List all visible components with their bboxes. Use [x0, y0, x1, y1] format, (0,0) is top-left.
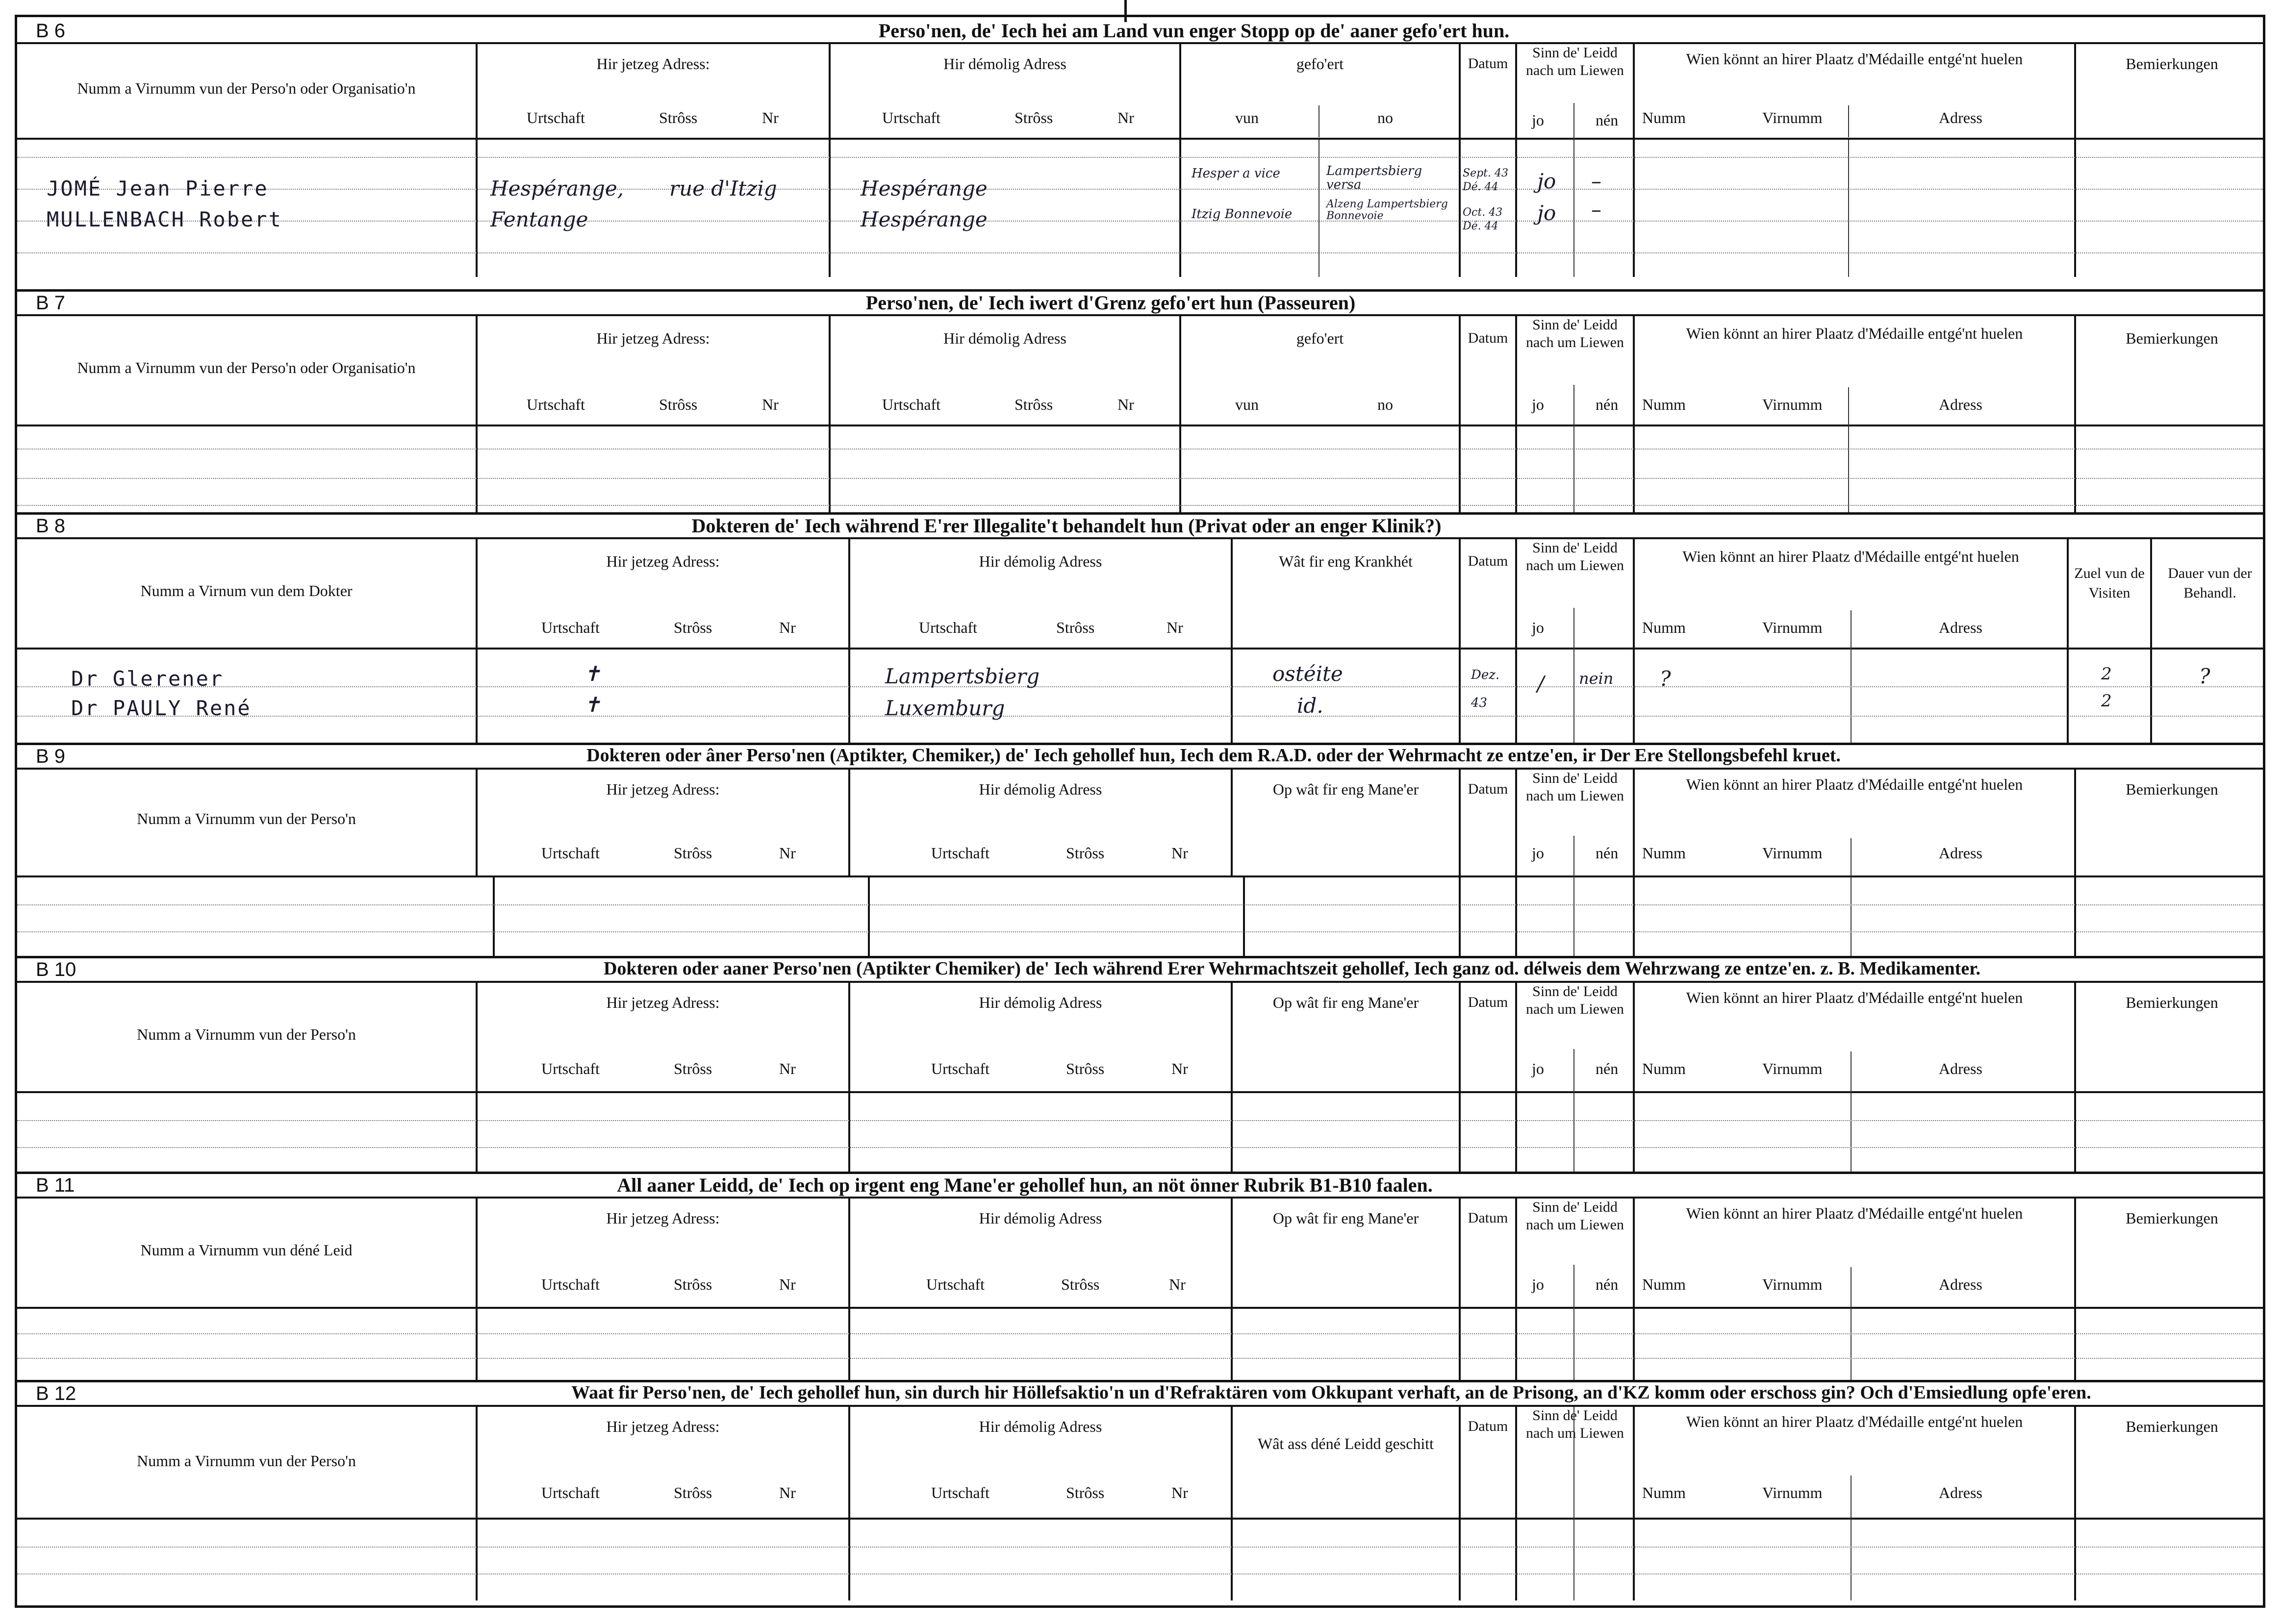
header-row [17, 1199, 2263, 1309]
section-header [17, 512, 2263, 539]
no-label: nén [1596, 111, 1619, 129]
table-row-no: – [1591, 198, 1601, 222]
table-row-current-place: ✝ [583, 662, 601, 686]
current-address-label: Hir jetzeg Adress: [596, 55, 710, 73]
table-row-date: Sept. 43 Dé. 44 [1463, 167, 1508, 193]
current-address-label: Hir jetzeg Adress: [606, 1418, 720, 1435]
nr-label: Nr [779, 844, 796, 862]
former-address-label: Hir démolig Adress [943, 55, 1066, 73]
stross-label: Strôss [1066, 1060, 1105, 1077]
data-rows [17, 1309, 2263, 1380]
table-row-date: 43 [1471, 696, 1488, 710]
alive-label: Sinn de' Leidd nach um Liewen [1526, 540, 1624, 574]
table-row-former-place: Hespérange [861, 176, 988, 200]
virnumm-label: Virnumm [1762, 109, 1823, 126]
table-row-duration: ? [2199, 664, 2210, 688]
alive-label: Sinn de' Leidd nach um Liewen [1526, 1199, 1624, 1233]
table-row-visits: 2 [2101, 691, 2112, 711]
current-address-label: Hir jetzeg Adress: [606, 994, 720, 1011]
section-title: Perso'nen, de' Iech hei am Land vun enger Stopp op de' aaner gefo'ert hun. [878, 20, 1510, 42]
illness-label: Wât fir eng Krankhét [1279, 552, 1413, 570]
virnumm-label: Virnumm [1762, 396, 1823, 413]
table-row-from: Itzig Bonnevoie [1192, 207, 1293, 222]
table-row-name: JOMÉ Jean Pierre [47, 176, 269, 200]
stross-label: Strôss [674, 844, 712, 862]
table-row-current-place: Hespérange, [490, 176, 624, 200]
urtschaft-label: Urtschaft [919, 619, 978, 636]
adress-label: Adress [1939, 1060, 1982, 1077]
adress-label: Adress [1939, 396, 1982, 413]
remarks-label: Bemierkungen [2126, 55, 2218, 73]
nr-label: Nr [762, 109, 779, 126]
virnumm-label: Virnumm [1762, 1484, 1823, 1501]
yes-label: jo [1532, 619, 1544, 636]
table-row-yes: jo [1537, 169, 1556, 193]
stross-label: Strôss [659, 109, 698, 126]
transported-label: gefo'ert [1296, 329, 1344, 347]
table-row-to: Alzeng Lampertsbierg Bonnevoie [1326, 198, 1448, 222]
nr-label: Nr [1171, 1060, 1188, 1077]
alive-label: Sinn de' Leidd nach um Liewen [1526, 317, 1624, 350]
stross-label: Strôss [674, 1484, 712, 1501]
virnumm-label: Virnumm [1762, 1275, 1823, 1293]
from-label: vun [1235, 109, 1259, 126]
former-address-label: Hir démolig Adress [979, 552, 1102, 570]
urtschaft-label: Urtschaft [541, 1484, 600, 1501]
table-row-current-place: ✝ [583, 693, 601, 717]
adress-label: Adress [1939, 1484, 1982, 1501]
alive-label: Sinn de' Leidd nach um Liewen [1526, 1407, 1624, 1441]
former-address-label: Hir démolig Adress [979, 994, 1102, 1011]
date-label: Datum [1468, 781, 1508, 797]
adress-label: Adress [1939, 844, 1982, 862]
current-address-label: Hir jetzeg Adress: [606, 780, 720, 798]
stross-label: Strôss [674, 1060, 712, 1077]
to-label: no [1377, 109, 1393, 126]
manner-label: Op wât fir eng Mane'er [1272, 994, 1419, 1011]
header-row [17, 44, 2263, 140]
transported-label: gefo'ert [1296, 55, 1344, 73]
urtschaft-label: Urtschaft [527, 396, 585, 413]
data-rows [17, 650, 2263, 743]
form-page [15, 15, 2265, 1608]
stross-label: Strôss [1015, 109, 1053, 126]
manner-label: Op wât fir eng Mane'er [1272, 1209, 1419, 1227]
numm-label: Numm [1642, 1060, 1686, 1077]
section-header [17, 956, 2263, 983]
section-header [17, 1380, 2263, 1407]
section-b10 [17, 956, 2263, 1172]
date-label: Datum [1468, 1418, 1508, 1434]
virnumm-label: Virnumm [1762, 844, 1823, 862]
stross-label: Strôss [674, 619, 712, 636]
nr-label: Nr [1167, 619, 1183, 636]
data-rows [17, 877, 2263, 956]
from-label: vun [1235, 396, 1259, 413]
data-rows [17, 1520, 2263, 1600]
medal-label: Wien könnt an hirer Plaatz d'Médaille entgé'nt huelen [1686, 1204, 2023, 1222]
urtschaft-label: Urtschaft [931, 844, 990, 862]
urtschaft-label: Urtschaft [541, 1060, 600, 1077]
alive-header [1515, 44, 1633, 138]
urtschaft-label: Urtschaft [931, 1484, 990, 1501]
yes-label: jo [1532, 1060, 1544, 1077]
section-id: B 9 [36, 746, 66, 767]
current-address-label: Hir jetzeg Adress: [606, 1209, 720, 1227]
header-row [17, 983, 2263, 1093]
section-b11 [17, 1172, 2263, 1380]
remarks-label: Bemierkungen [2126, 780, 2218, 798]
table-row-visits: 2 [2101, 664, 2112, 684]
nr-label: Nr [1117, 396, 1134, 413]
name-col-label: Numm a Virnumm vun der Perso'n [137, 1025, 356, 1043]
date-label: Datum [1468, 330, 1508, 346]
yes-label: jo [1532, 1275, 1544, 1293]
section-header [17, 17, 2263, 44]
urtschaft-label: Urtschaft [882, 109, 941, 126]
table-row-no: nein [1579, 669, 1614, 688]
date-label: Datum [1468, 55, 1508, 72]
date-header [1459, 44, 1515, 138]
visits-label: Zuel vun de Visiten [2074, 565, 2145, 601]
numm-label: Numm [1642, 1484, 1686, 1501]
adress-label: Adress [1939, 109, 1982, 126]
no-label: nén [1596, 1275, 1619, 1293]
adress-label: Adress [1939, 1275, 1982, 1293]
transported-header [1179, 44, 1459, 138]
section-id: B 7 [36, 292, 66, 314]
yes-label: jo [1532, 111, 1544, 129]
table-row-name: MULLENBACH Robert [47, 207, 282, 231]
section-b6 [17, 17, 2263, 277]
section-header [17, 289, 2263, 316]
section-b12 [17, 1380, 2263, 1605]
table-row-current-place: Fentange [490, 207, 588, 231]
numm-label: Numm [1642, 619, 1686, 636]
alive-label: Sinn de' Leidd nach um Liewen [1526, 983, 1624, 1017]
yes-label: jo [1532, 844, 1544, 862]
numm-label: Numm [1642, 1275, 1686, 1293]
urtschaft-label: Urtschaft [541, 619, 600, 636]
date-label: Datum [1468, 553, 1508, 569]
former-address-header [829, 44, 1179, 138]
medal-label: Wien könnt an hirer Plaatz d'Médaille entgé'nt huelen [1686, 325, 2023, 342]
no-label: nén [1596, 1060, 1619, 1077]
table-row-name: Dr PAULY René [71, 696, 252, 720]
urtschaft-label: Urtschaft [527, 109, 585, 126]
section-id: B 12 [36, 1383, 76, 1404]
numm-label: Numm [1642, 844, 1686, 862]
nr-label: Nr [1169, 1275, 1186, 1293]
table-row-yes: jo [1537, 201, 1556, 225]
name-col-label: Numm a Virnumm vun der Perso'n [137, 810, 356, 827]
section-id: B 8 [36, 515, 66, 537]
section-title: Dokteren oder aaner Perso'nen (Aptikter Chemiker) de' Iech während Erer Wehrmachtszeit gehollef, Iech ganz od. délweis dem Wehrzwang ze entze'en. z. B. Medikamenter. [603, 958, 1981, 979]
former-address-label: Hir démolig Adress [943, 329, 1066, 347]
medal-label: Wien könnt an hirer Plaatz d'Médaille entgé'nt huelen [1686, 1413, 2023, 1430]
former-address-label: Hir démolig Adress [979, 780, 1102, 798]
no-label: nén [1596, 844, 1619, 862]
remarks-label: Bemierkungen [2126, 1209, 2218, 1227]
remarks-label: Bemierkungen [2126, 1418, 2218, 1435]
header-row [17, 770, 2263, 877]
current-address-label: Hir jetzeg Adress: [606, 552, 720, 570]
virnumm-label: Virnumm [1762, 1060, 1823, 1077]
numm-label: Numm [1642, 109, 1686, 126]
data-rows [17, 426, 2263, 512]
header-row [17, 316, 2263, 426]
table-row-medal-name: ? [1660, 667, 1671, 691]
nr-label: Nr [779, 1060, 796, 1077]
medal-header [1633, 44, 2074, 138]
table-row-former-place: Lampertsbierg [885, 664, 1040, 688]
urtschaft-label: Urtschaft [541, 1275, 600, 1293]
section-b9 [17, 743, 2263, 956]
stross-label: Strôss [1066, 1484, 1105, 1501]
header-row [17, 1407, 2263, 1520]
table-row-illness: ostéite [1272, 662, 1343, 686]
medal-label: Wien könnt an hirer Plaatz d'Médaille entgé'nt huelen [1682, 548, 2019, 565]
remarks-header [2074, 44, 2268, 138]
name-col-label: Numm a Virnumm vun der Perso'n oder Organisatio'n [77, 359, 416, 376]
nr-label: Nr [1171, 844, 1188, 862]
table-row-to: Lampertsbierg versa [1326, 164, 1422, 192]
manner-label: Op wât fir eng Mane'er [1272, 780, 1419, 798]
adress-label: Adress [1939, 619, 1982, 636]
stross-label: Strôss [1015, 396, 1053, 413]
nr-label: Nr [779, 1484, 796, 1501]
to-label: no [1377, 396, 1393, 413]
alive-label: Sinn de' Leidd nach um Liewen [1526, 45, 1624, 78]
table-row-no: – [1591, 169, 1601, 193]
section-id: B 11 [36, 1174, 75, 1196]
stross-label: Strôss [1061, 1275, 1100, 1293]
former-address-label: Hir démolig Adress [979, 1209, 1102, 1227]
data-rows [17, 140, 2263, 277]
name-col-header [17, 44, 476, 138]
table-row-current-street: rue d'Itzig [669, 176, 777, 200]
section-title: Perso'nen, de' Iech iwert d'Grenz gefo'ert hun (Passeuren) [865, 292, 1356, 314]
remarks-label: Bemierkungen [2126, 994, 2218, 1011]
table-row-name: Dr Glerener [71, 667, 224, 691]
section-b7 [17, 289, 2263, 512]
medal-label: Wien könnt an hirer Plaatz d'Médaille entgé'nt huelen [1686, 989, 2023, 1006]
former-address-label: Hir démolig Adress [979, 1418, 1102, 1435]
stross-label: Strôss [659, 396, 698, 413]
table-row-yes: / [1537, 672, 1545, 696]
stross-label: Strôss [1066, 844, 1105, 862]
nr-label: Nr [1117, 109, 1134, 126]
what-happened-label: Wât ass déné Leidd geschitt [1258, 1435, 1434, 1452]
urtschaft-label: Urtschaft [926, 1275, 985, 1293]
nr-label: Nr [762, 396, 779, 413]
section-header [17, 743, 2263, 770]
header-row [17, 539, 2263, 650]
nr-label: Nr [779, 619, 796, 636]
section-b8 [17, 512, 2263, 743]
section-id: B 6 [36, 20, 66, 42]
date-label: Datum [1468, 994, 1508, 1010]
current-address-label: Hir jetzeg Adress: [596, 329, 710, 347]
medal-label: Wien könnt an hirer Plaatz d'Médaille entgé'nt huelen [1686, 50, 2023, 68]
section-title: Dokteren de' Iech während E'rer Illegalite't behandelt hun (Privat oder an enger Klinik?) [691, 515, 1442, 537]
duration-label: Dauer vun der Behandl. [2168, 565, 2252, 601]
section-title: Waat fir Perso'nen, de' Iech gehollef hun, sin durch hir Höllefsaktio'n un d'Refraktären vom Okkupant verhaft, an de Prisong, an d'KZ komm oder erschoss gin? Och d'Emsiedlung opfe'eren. [571, 1382, 2091, 1403]
table-row-former-place: Luxemburg [885, 696, 1005, 720]
stross-label: Strôss [674, 1275, 712, 1293]
urtschaft-label: Urtschaft [931, 1060, 990, 1077]
date-label: Datum [1468, 1210, 1508, 1226]
section-header [17, 1172, 2263, 1199]
numm-label: Numm [1642, 396, 1686, 413]
name-col-label: Numm a Virnumm vun der Perso'n [137, 1452, 356, 1470]
medal-label: Wien könnt an hirer Plaatz d'Médaille entgé'nt huelen [1686, 775, 2023, 793]
table-row-from: Hesper a vice [1192, 166, 1280, 181]
section-title: All aaner Leidd, de' Iech op irgent eng Mane'er gehollef hun, an nöt önner Rubrik B1-B10 faalen. [617, 1174, 1433, 1196]
stross-label: Strôss [1056, 619, 1095, 636]
no-label: nén [1596, 396, 1619, 413]
section-id: B 10 [36, 959, 76, 980]
name-col-label: Numm a Virnum vun dem Dokter [140, 582, 353, 600]
section-title: Dokteren oder âner Perso'nen (Aptikter, Chemiker,) de' Iech gehollef hun, Iech dem R.A.D. oder der Wehrmacht ze entze'en, ir Der Ere Stellongsbefehl kruet. [586, 745, 1841, 766]
name-col-label: Numm a Virnumm vun der Perso'n oder Organisatio'n [77, 79, 416, 97]
remarks-label: Bemierkungen [2126, 329, 2218, 347]
current-address-header [476, 44, 829, 138]
virnumm-label: Virnumm [1762, 619, 1823, 636]
name-col-label: Numm a Virnumm vun déné Leid [140, 1241, 353, 1259]
table-row-date: Dez. [1471, 668, 1500, 682]
yes-label: jo [1532, 396, 1544, 413]
nr-label: Nr [1171, 1484, 1188, 1501]
table-row-former-place: Hespérange [861, 207, 988, 231]
urtschaft-label: Urtschaft [882, 396, 941, 413]
alive-label: Sinn de' Leidd nach um Liewen [1526, 770, 1624, 804]
urtschaft-label: Urtschaft [541, 844, 600, 862]
table-row-date: Oct. 43 Dé. 44 [1463, 206, 1503, 232]
nr-label: Nr [779, 1275, 796, 1293]
table-row-illness: id. [1297, 694, 1323, 718]
data-rows [17, 1093, 2263, 1172]
